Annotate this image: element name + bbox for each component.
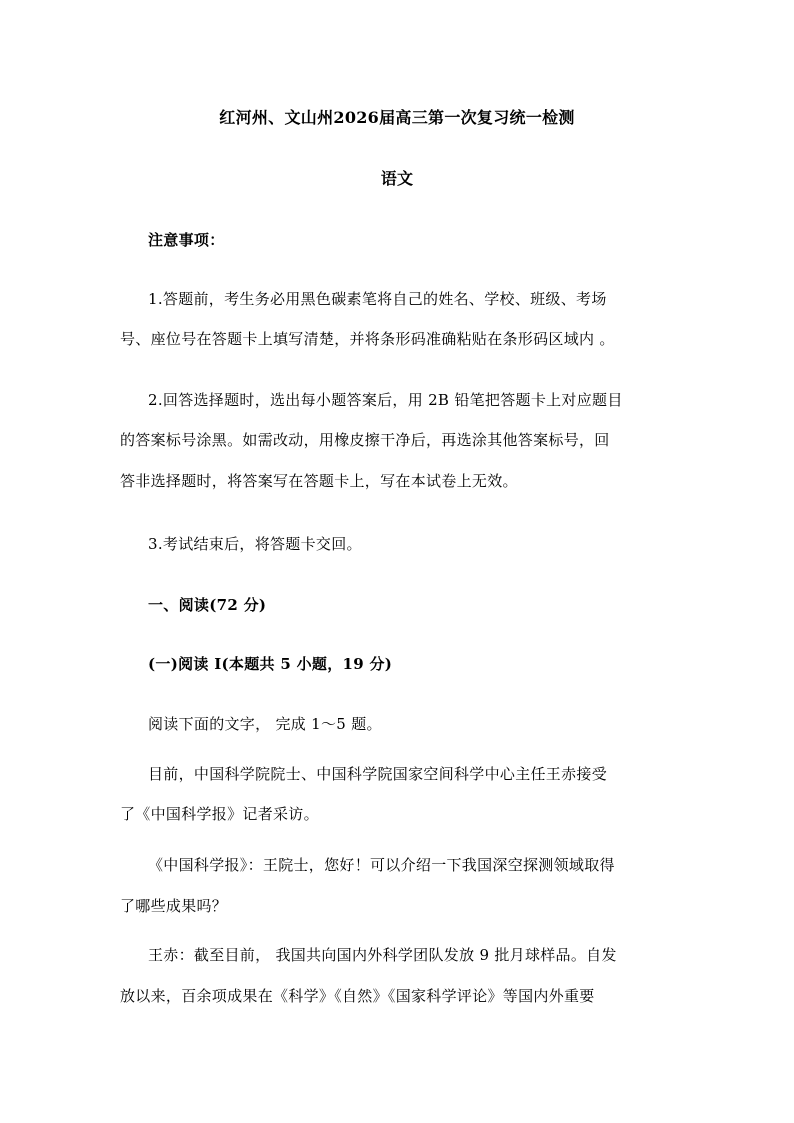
passage-p2-line-2: 了哪些成果吗？ xyxy=(120,897,228,915)
notice-2-line-3: 答非选择题时，将答案写在答题卡上，写在本试卷上无效。 xyxy=(120,472,518,490)
notice-1-line-2: 号、座位号在答题卡上填写清楚，并将条形码准确粘贴在条形码区域内 。 xyxy=(120,330,615,348)
passage-p3-line-1: 王赤：截至目前， 我国共向国内外科学团队发放 9 批月球样品。自发 xyxy=(148,946,617,964)
notice-1-line-1: 1.答题前，考生务必用黑色碳素笔将自己的姓名、学校、班级、考场 xyxy=(148,290,607,308)
notice-heading: 注意事项： xyxy=(148,231,225,249)
notice-3-line-1: 3.考试结束后，将答题卡交回。 xyxy=(148,535,362,553)
subsection-heading: (一)阅读 I(本题共 5 小题，19 分) xyxy=(148,655,393,673)
document-title: 红河州、文山州2026届高三第一次复习统一检测 xyxy=(219,108,575,127)
notice-2-line-2: 的答案标号涂黑。如需改动，用橡皮擦干净后，再选涂其他答案标号，回 xyxy=(120,431,610,449)
reading-instruction: 阅读下面的文字， 完成 1～5 题。 xyxy=(148,715,382,733)
section-heading: 一、阅读(72 分) xyxy=(148,596,267,614)
passage-p3-line-2: 放以来，百余项成果在《科学》《自然》《国家科学评论》等国内外重要 xyxy=(120,987,595,1005)
notice-2-line-1: 2.回答选择题时，选出每小题答案后，用 2B 铅笔把答题卡上对应题目 xyxy=(148,391,623,409)
passage-p1-line-2: 了《中国科学报》记者采访。 xyxy=(120,805,319,823)
passage-p2-line-1: 《中国科学报》：王院士，您好！可以介绍一下我国深空探测领域取得 xyxy=(148,856,615,874)
subject-title: 语文 xyxy=(380,169,414,188)
passage-p1-line-1: 目前，中国科学院院士、中国科学院国家空间科学中心主任王赤接受 xyxy=(148,765,608,783)
